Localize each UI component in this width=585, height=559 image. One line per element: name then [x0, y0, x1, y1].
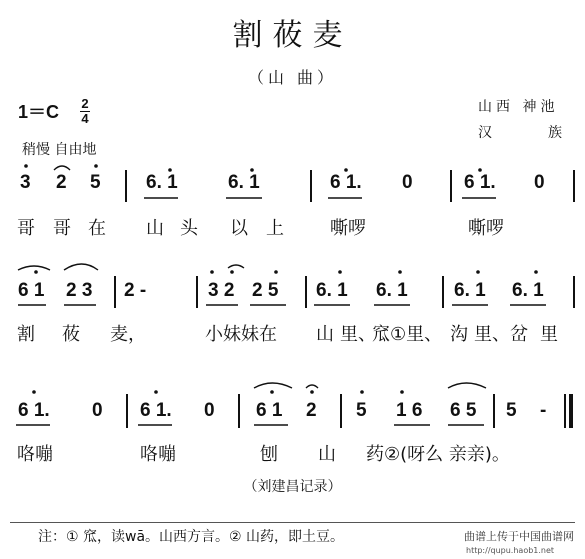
note: 2 - — [124, 280, 147, 301]
lyric: 咯嘣 — [140, 444, 176, 465]
lyric: 刨 — [260, 444, 278, 465]
note: 6 1 — [256, 400, 283, 421]
lyric: 割 — [17, 324, 35, 345]
lyric: 嘶啰 — [468, 218, 504, 239]
note: 6. 1 — [146, 172, 178, 193]
song-title: 割莜麦 — [232, 18, 353, 53]
slur — [18, 266, 50, 270]
note: 6. 1 — [376, 280, 408, 301]
note: 2 5 — [252, 280, 279, 301]
rest: 0 — [92, 400, 103, 421]
note: 6 1. — [140, 400, 172, 421]
fermata-arc — [54, 166, 70, 170]
note: 1 6 — [396, 400, 423, 421]
lyric: 莜 — [62, 324, 80, 345]
fermata-arc — [306, 385, 318, 388]
slur — [254, 383, 292, 388]
lyric: 里 — [540, 324, 558, 345]
lyric: 上 — [266, 218, 284, 239]
lyric: 咯嘣 — [17, 444, 53, 465]
note: 6. 1 — [454, 280, 486, 301]
slur — [448, 383, 486, 388]
note: 6. 1 — [228, 172, 260, 193]
song-subtitle: （山 曲） — [247, 68, 338, 87]
watermark-text: 曲谱上传于中国曲谱网 — [464, 530, 574, 543]
lyric: 头 — [180, 218, 198, 239]
note: 5 — [506, 400, 517, 421]
dash: - — [540, 400, 547, 421]
note: 3 2 — [208, 280, 235, 301]
note: 6. 1 — [512, 280, 544, 301]
ethnic-char-2: 族 — [548, 125, 562, 141]
note: 6 1. — [464, 172, 496, 193]
note: 3 — [20, 172, 31, 193]
lyric: 山 — [318, 444, 336, 465]
note: 2 — [306, 400, 317, 421]
lyric: 哥 — [53, 218, 71, 239]
lyric: 里、 — [340, 324, 376, 345]
rest: 0 — [204, 400, 215, 421]
meter-top: 2 — [81, 96, 89, 111]
watermark-url: http://qupu.haob1.net — [466, 546, 555, 555]
region-label: 山西 神池 — [478, 99, 559, 115]
lyric: 药②(呀么 亲亲)。 — [366, 444, 510, 465]
lyric: 小妹妹在 — [205, 324, 277, 345]
note: 2 3 — [66, 280, 93, 301]
fermata-arc — [228, 265, 244, 268]
rest: 0 — [534, 172, 545, 193]
note: 6 5 — [450, 400, 477, 421]
note: 2 — [56, 172, 67, 193]
transcriber-credit: （刘建昌记录） — [243, 479, 342, 495]
tempo-marking: 稍慢 自由地 — [22, 142, 97, 158]
lyric: 哥 — [17, 218, 35, 239]
ethnic-char-1: 汉 — [478, 125, 492, 141]
rest: 0 — [402, 172, 413, 193]
note: 5 — [90, 172, 101, 193]
lyric: 里、岔 — [474, 324, 528, 345]
lyric: 嘶啰 — [330, 218, 366, 239]
lyric: 山 — [146, 218, 164, 239]
lyric: 以 — [230, 218, 248, 239]
lyric: 麦， — [110, 324, 146, 345]
footnote-divider — [10, 522, 575, 523]
lyric: 窊①里、 — [372, 324, 443, 345]
footnote: 注：① 窊，读wā。山西方言。② 山药，即土豆。 — [38, 529, 345, 545]
note: 6. 1 — [316, 280, 348, 301]
slur — [64, 264, 98, 270]
note: 6 1 — [18, 280, 45, 301]
lyric: 在 — [88, 218, 106, 239]
meter-bottom: 4 — [81, 111, 89, 126]
key-signature: 1＝C — [18, 102, 60, 122]
lyric: 山 — [316, 324, 334, 345]
note: 6 1. — [330, 172, 362, 193]
lyric: 沟 — [450, 324, 468, 345]
note: 5 — [356, 400, 367, 421]
note: 6 1. — [18, 400, 50, 421]
